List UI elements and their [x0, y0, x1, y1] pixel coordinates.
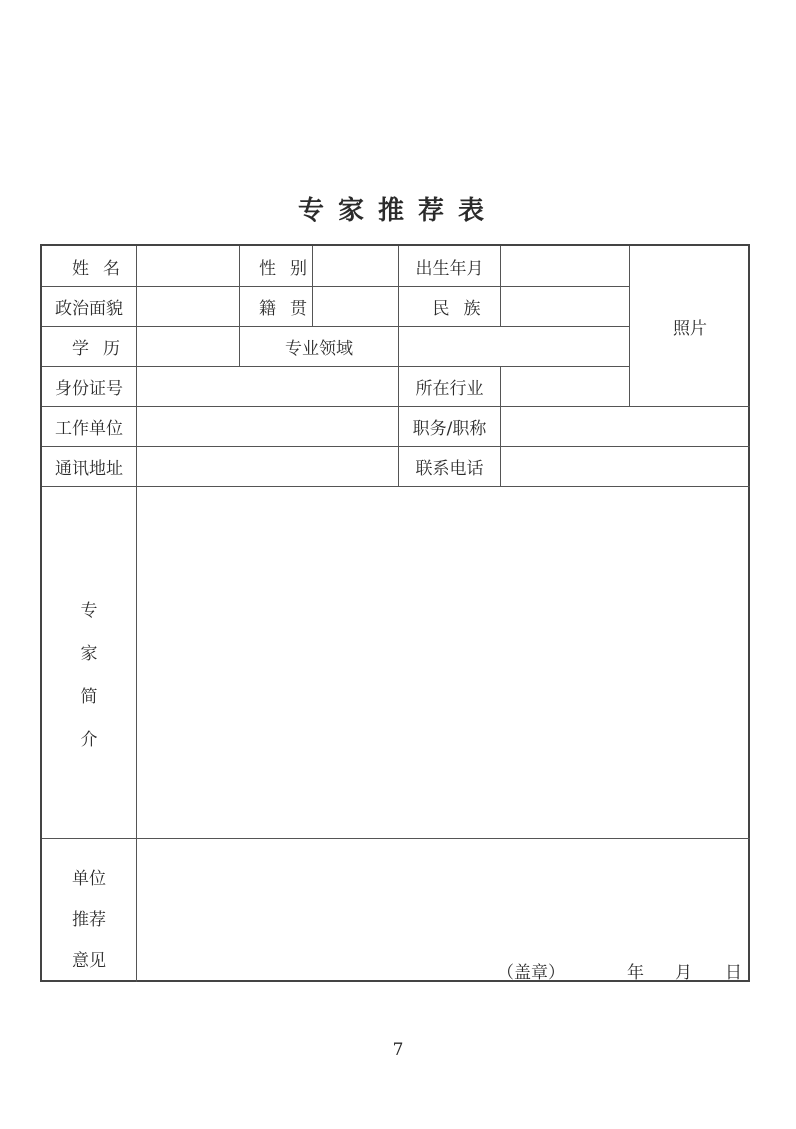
label-intro — [42, 596, 136, 750]
label-ethnic: 民族 — [432, 298, 495, 319]
opinion-line: 意见 — [72, 951, 106, 971]
field-position[interactable] — [501, 406, 750, 446]
label-native: 籍贯 — [259, 298, 321, 319]
month-label: 月 — [675, 963, 692, 983]
year-label: 年 — [627, 963, 644, 983]
field-employer[interactable] — [137, 406, 398, 446]
intro-char: 家 — [80, 644, 98, 664]
label-opinion — [42, 864, 136, 971]
label-education: 学历 — [72, 338, 134, 359]
label-idno: 身份证号 — [55, 378, 123, 399]
field-ethnic[interactable] — [501, 286, 629, 326]
field-education[interactable] — [137, 326, 239, 366]
label-name: 姓名 — [72, 258, 134, 279]
seal-text: （盖章） — [497, 963, 565, 983]
field-birth[interactable] — [501, 246, 629, 286]
form-title: 专家推荐表 — [297, 196, 498, 226]
field-intro[interactable] — [137, 487, 750, 838]
page-number: 7 — [392, 1040, 404, 1060]
recommendation-form — [40, 244, 750, 982]
field-gender[interactable] — [313, 246, 398, 286]
field-opinion[interactable] — [137, 839, 750, 982]
field-name[interactable] — [137, 246, 239, 286]
field-phone[interactable] — [501, 446, 750, 486]
label-industry: 所在行业 — [415, 378, 484, 399]
day-label: 日 — [725, 963, 742, 983]
label-gender: 性别 — [259, 258, 321, 279]
label-photo[interactable]: 照片 — [673, 318, 707, 339]
field-idno[interactable] — [137, 366, 398, 406]
intro-char: 专 — [80, 601, 98, 621]
field-address[interactable] — [137, 446, 398, 486]
field-politics[interactable] — [137, 286, 239, 326]
label-field: 专业领域 — [285, 338, 353, 359]
field-industry[interactable] — [501, 366, 629, 406]
opinion-line: 推荐 — [72, 910, 106, 930]
label-birth: 出生年月 — [415, 258, 484, 279]
label-position: 职务/职称 — [412, 418, 487, 439]
label-politics: 政治面貌 — [55, 298, 123, 319]
label-phone: 联系电话 — [415, 458, 484, 479]
label-address: 通讯地址 — [55, 458, 123, 479]
opinion-line: 单位 — [72, 869, 106, 889]
field-native[interactable] — [313, 286, 398, 326]
intro-char: 简 — [80, 687, 98, 707]
intro-char: 介 — [80, 730, 98, 750]
field-specialty[interactable] — [399, 326, 629, 366]
label-employer: 工作单位 — [55, 418, 123, 439]
